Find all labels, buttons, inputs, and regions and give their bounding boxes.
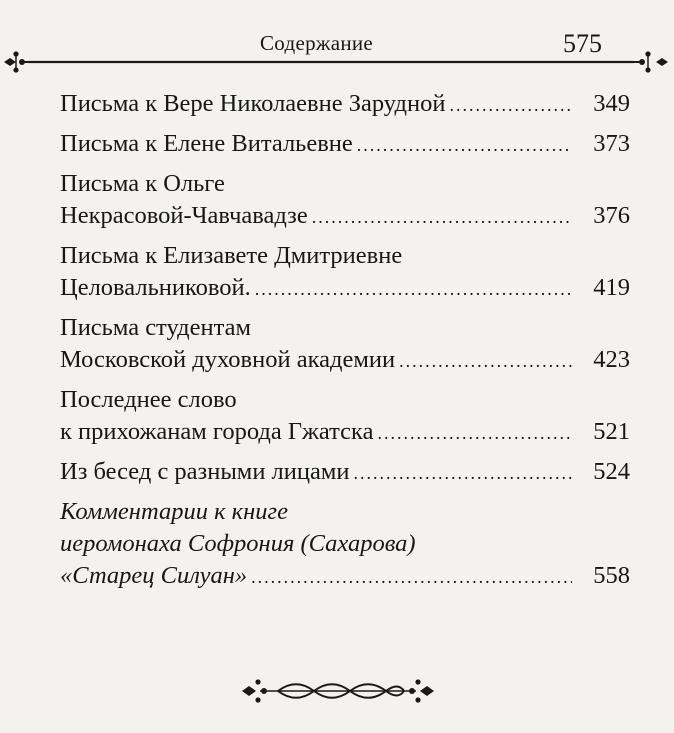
toc-entry-last-line xyxy=(60,416,630,449)
toc-entry-title-line: Целовальниковой. xyxy=(60,274,251,301)
toc-entry-title-line: Некрасовой-Чавчавадзе xyxy=(60,202,308,229)
running-header-title: Содержание xyxy=(260,31,374,55)
dot-leader xyxy=(312,201,572,233)
toc-page-number: 521 xyxy=(593,418,630,445)
running-header xyxy=(0,0,674,80)
toc-entry-last-line xyxy=(60,200,630,233)
toc-page-number: 524 xyxy=(593,458,630,485)
toc-entry xyxy=(60,128,630,161)
toc-entry-title-line: Комментарии к книге xyxy=(60,498,288,525)
toc-entry-title-line: Письма к Елене Витальевне xyxy=(60,130,353,157)
toc-page-number: 376 xyxy=(593,202,630,229)
toc-page-number: 423 xyxy=(593,346,630,373)
toc-entry xyxy=(60,240,630,305)
dot-leader xyxy=(399,345,572,377)
toc-entry-last-line xyxy=(60,560,630,593)
toc-entry-last-line xyxy=(60,88,630,121)
toc-page-number: 373 xyxy=(593,130,630,157)
dot-leader xyxy=(449,89,572,121)
toc-entry xyxy=(60,168,630,233)
left-fleuron-icon xyxy=(4,51,30,72)
toc-entry-title-line: Из бесед с разными лицами xyxy=(60,458,350,485)
toc-entry-title-line: Письма к Вере Николаевне Зарудной xyxy=(60,90,446,117)
toc-entry-title-line: к прихожанам города Гжатска xyxy=(60,418,374,445)
toc-entry-title-line: «Старец Силуан» xyxy=(60,562,248,589)
toc-entry xyxy=(60,456,630,489)
toc-entry-title-line: Письма к Ольге xyxy=(60,170,225,197)
dot-leader xyxy=(357,129,572,161)
ornament-divider-icon xyxy=(238,676,438,706)
dot-leader xyxy=(251,561,572,593)
toc-entry-last-line xyxy=(60,272,630,305)
toc-entry-last-line xyxy=(60,456,630,489)
table-of-contents xyxy=(60,88,630,600)
toc-entry-title-line: Письма студентам xyxy=(60,314,251,341)
toc-entry-title-line: Письма к Елизавете Дмитриевне xyxy=(60,242,403,269)
toc-entry-title-line: Последнее слово xyxy=(60,386,237,413)
toc-entry xyxy=(60,384,630,449)
right-fleuron-icon xyxy=(634,51,668,72)
dot-leader xyxy=(377,417,572,449)
toc-entry-last-line xyxy=(60,128,630,161)
toc-page-number: 349 xyxy=(593,90,630,117)
toc-entry xyxy=(60,88,630,121)
toc-page-number: 558 xyxy=(593,562,630,589)
ornamental-header-rule xyxy=(0,50,674,80)
page-number: 575 xyxy=(563,29,602,58)
toc-entry xyxy=(60,496,630,593)
toc-entry-title-line: Московской духовной академии xyxy=(60,346,396,373)
toc-page-number: 419 xyxy=(593,274,630,301)
dot-leader xyxy=(354,457,573,489)
toc-entry xyxy=(60,312,630,377)
toc-entry-last-line xyxy=(60,344,630,377)
dot-leader xyxy=(255,273,572,305)
toc-entry-title-line: иеромонаха Софрония (Сахарова) xyxy=(60,530,416,557)
